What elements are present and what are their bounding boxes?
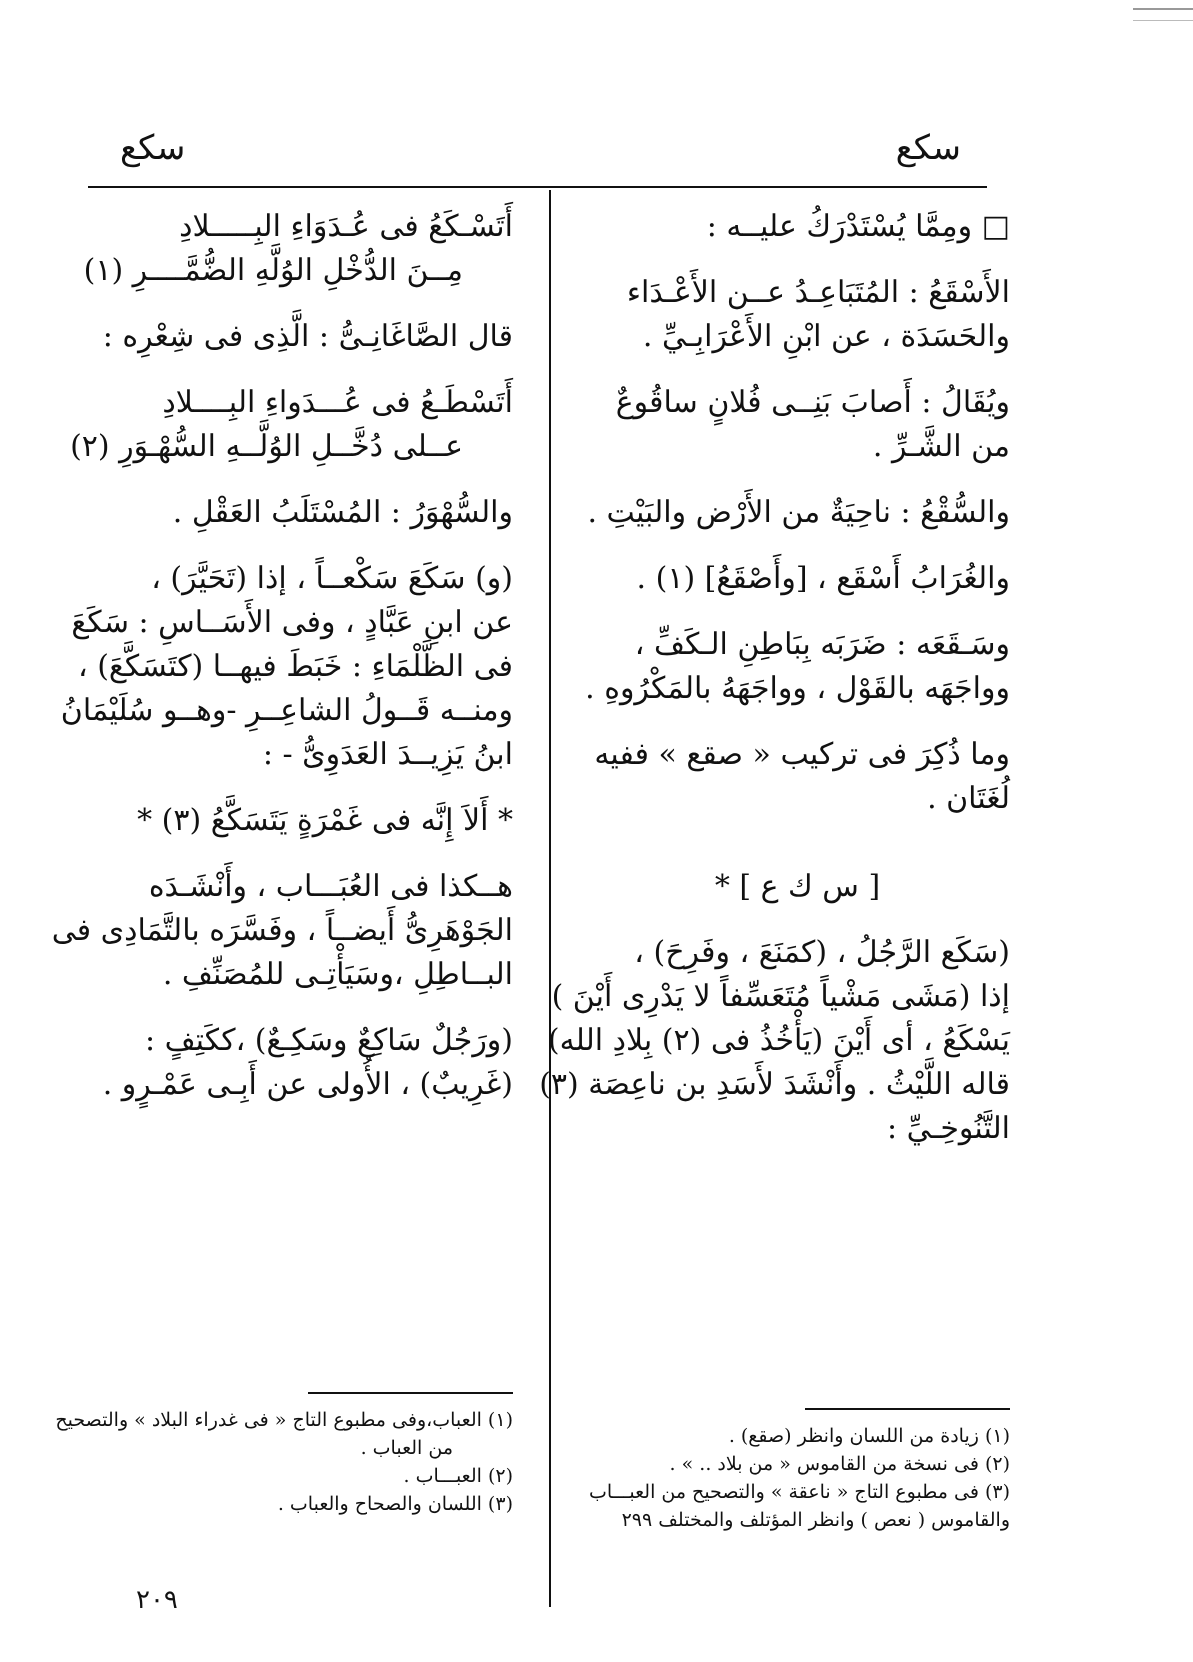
verse-line: أَتَسْـكَعُ فى عُـدَوَاءِ البِـــــلادِ: [179, 209, 513, 244]
text-line: (سَكَع الرَّجُلُ ، (كمَنَعَ ، وفَرِحَ) ،: [634, 935, 1010, 970]
page-number: ٢٠٩: [136, 1585, 178, 1615]
footnote-rule-right: [805, 1408, 1010, 1410]
header-rule: [88, 186, 987, 188]
verse-line: أَتَسْطَـعُ فى عُـــدَواءِ البِــــلادِ: [162, 385, 513, 420]
text-line: (و) سَكَعَ سَكْعــاً ، إذا (تَحَيَّرَ) ،: [151, 561, 513, 596]
footnote: (٣) اللسان والصحاح والعباب .: [277, 1493, 513, 1515]
left-column: [51, 205, 513, 1107]
text-line: وسَـقَعَه : ضَرَبَه بِبَاطِنِ الـكَفِّ ،: [634, 627, 1010, 662]
text-line: قال الصَّاغَانِـىُّ : الَّذِى فى شِعْرِه :: [102, 319, 513, 354]
scan-corner-mark-2: [1133, 20, 1193, 21]
footnote: (١) العباب،وفى مطبوع التاج « فى غدراء البلاد » والتصحيح: [55, 1409, 513, 1431]
text-line: وواجَهَه بالقَوْل ، وواجَهَهُ بالمَكْرُوهِ .: [585, 671, 1010, 706]
verse-line: مِــنَ الدُّخْلِ الوُلَّهِ الضُّمَّــــرِ (١): [83, 253, 463, 288]
text-line: البــاطِلِ ،وسَيَأْتِـى للمُصَنِّفِ .: [162, 957, 513, 992]
footnote-rule-left: [308, 1392, 513, 1394]
text-line: الأَسْقَعُ : المُتَبَاعِـدُ عــن الأَعْـدَاء: [626, 275, 1010, 310]
verse-line: عــلى دُخَّــلِ الوُلَّــهِ السُّهْـوَرِ (٢): [70, 429, 463, 464]
footnote: (٢) العبـــاب .: [403, 1465, 513, 1487]
footnote: والقاموس ( نعص ) وانظر المؤتلف والمختلف ٢٩٩: [621, 1509, 1010, 1531]
footnote: (٢) فى نسخة من القاموس « من بلاد .. » .: [669, 1453, 1010, 1475]
section-heading: [ س ك ع ] *: [714, 869, 881, 904]
text-line: لُغَتَان .: [927, 781, 1010, 816]
text-line: والحَسَدَة ، عن ابْنِ الأَعْرَابِـيِّ .: [642, 319, 1010, 354]
header-word-left: سكع: [120, 128, 186, 168]
footnotes-right: [585, 1422, 1010, 1534]
text-line: والغُرَابُ أَسْقَع ، [وأَصْقَعُ] (١) .: [636, 561, 1010, 596]
text-line: ابنُ يَزِيــدَ العَدَوِىُّ - :: [262, 737, 513, 772]
footnote: (٣) فى مطبوع التاج « ناعقة » والتصحيح من العبـــاب: [589, 1481, 1010, 1503]
column-divider: [549, 190, 551, 1607]
verse-line: * أَلاَ إِنَّه فى غَمْرَةٍ يَتَسَكَّعُ (٣) *: [137, 803, 513, 838]
header-word-right: سكع: [895, 128, 961, 168]
text-line: والسُّهْوَرُ : المُسْتَلَبُ العَقْلِ .: [172, 495, 513, 530]
text-line: (ورَجُلٌ سَاكِعٌ وسَكِـعٌ) ،ككَتِفٍ :: [144, 1023, 513, 1058]
text-line: فى الظَّلْمَاءِ : خَبَطَ فيهــا (كتَسَكَّعَ) ،: [77, 649, 513, 684]
text-line: من الشَّـرِّ .: [872, 429, 1010, 464]
text-line: والسُّقْعُ : ناحِيَةٌ من الأَرْض والبَيْتِ .: [587, 495, 1010, 530]
right-column: [539, 205, 1010, 1151]
text-line: هــكذا فى العُبَـــاب ، وأَنْشَـدَه: [148, 869, 513, 904]
text-line: (غَرِيبٌ) ، الأُولى عن أَبِـى عَمْـرٍو .: [102, 1067, 513, 1102]
text-line: □ ومِمَّا يُسْتَدْرَكُ عليــه :: [706, 209, 1010, 244]
text-line: إذا (مَشَى مَشْياً مُتَعَسِّفاً لا يَدْرِى أَيْنَ ): [551, 979, 1010, 1014]
text-line: وما ذُكِرَ فى تركيب « صقع » ففيه: [594, 737, 1010, 772]
text-line: ومنــه قَــولُ الشاعِــرِ -وهــو سُلَيْمَانُ: [60, 693, 513, 728]
text-line: يَسْكَعُ ، أى أَيْنَ (يَأْخُذُ فى (٢) بِلادِ الله): [547, 1023, 1010, 1058]
text-line: عن ابنِ عَبَّادٍ ، وفى الأَسَــاسِ : سَكَعَ: [71, 605, 513, 640]
text-line: الجَوْهَرِىُّ أَيضــاً ، وفَسَّرَه بالتَّمَادِى فى: [51, 913, 513, 948]
footnote: من العباب .: [360, 1437, 453, 1459]
text-line: التَّنُوخِـيِّ :: [886, 1111, 1010, 1146]
text-line: ويُقَالُ : أَصابَ بَنِــى فُلانٍ ساقُوعٌ: [615, 385, 1010, 420]
scan-corner-mark: [1133, 8, 1193, 10]
text-line: قاله اللَّيْثُ . وأَنْشَدَ لأَسَدِ بن ناعِصَة (٣): [539, 1067, 1010, 1102]
footnotes-left: [55, 1406, 513, 1518]
footnote: (١) زيادة من اللسان وانظر (صقع) .: [728, 1425, 1010, 1447]
